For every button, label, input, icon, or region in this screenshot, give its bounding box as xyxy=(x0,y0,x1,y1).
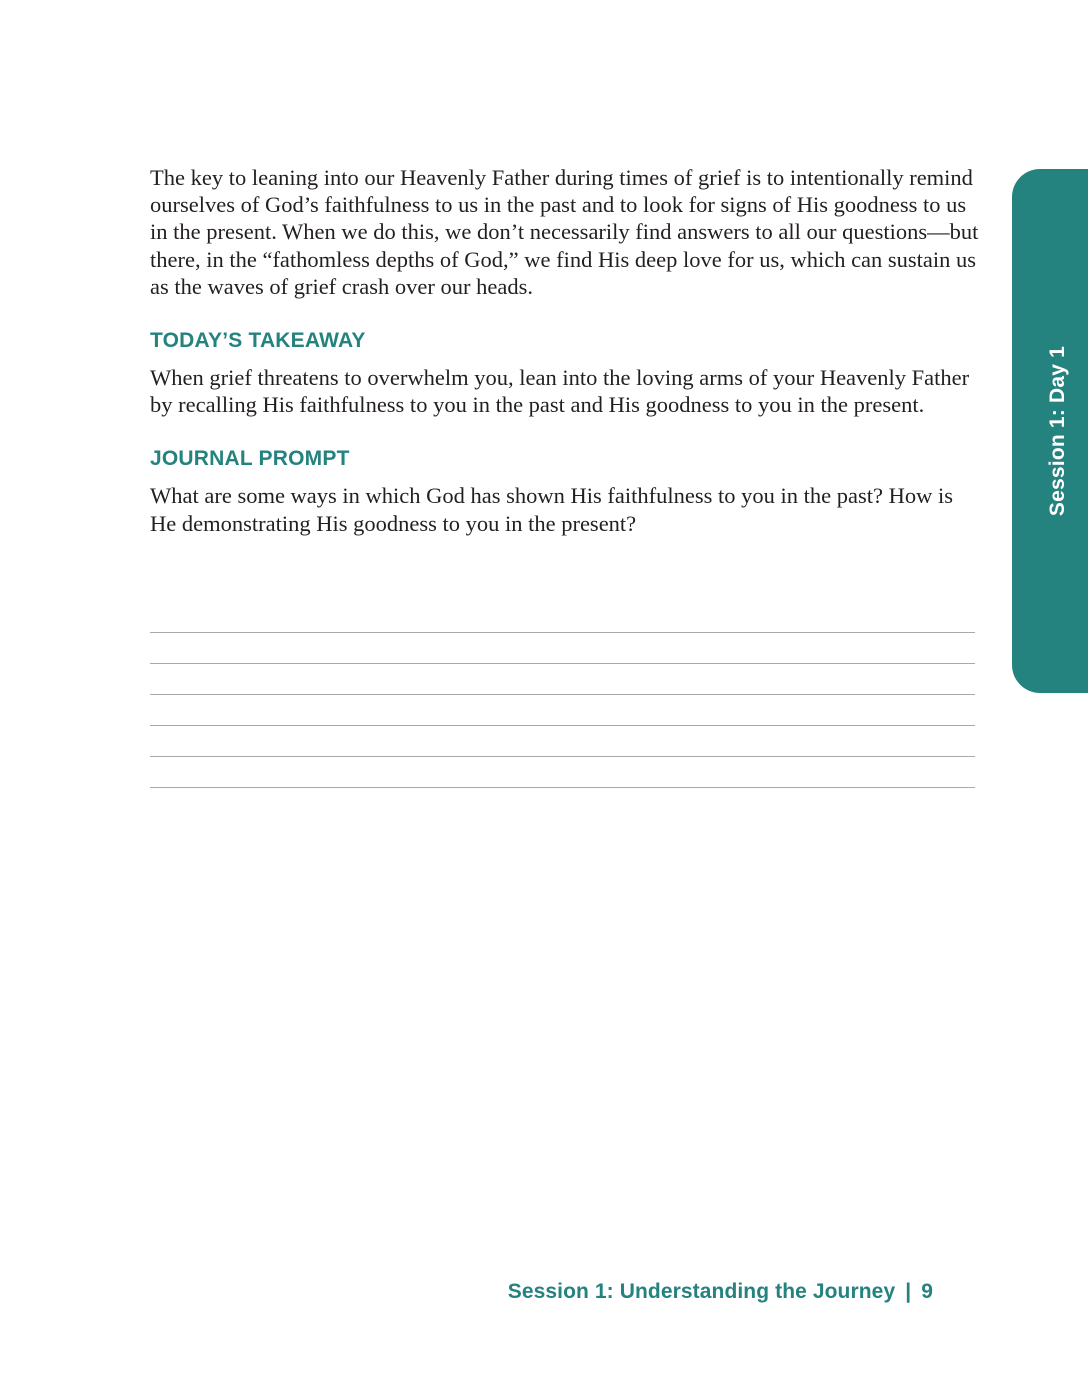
footer-separator: | xyxy=(905,1280,912,1303)
footer-session-title: Session 1: Understanding the Journey xyxy=(507,1280,896,1303)
journal-writing-lines[interactable] xyxy=(150,632,975,788)
journal-line[interactable] xyxy=(150,694,975,725)
intro-paragraph: The key to leaning into our Heavenly Father during times of grief is to intentionally remind ourselves of God’s faithfulness to us in the past and to look for signs of His goodness to us in the present. When we do this, we don’t necessarily find answers to all our questions—but there, in the “fathomless depths of God,” we find His deep love for us, which can sustain us as the waves of grief crash over our heads. xyxy=(150,165,979,299)
journal-line[interactable] xyxy=(150,787,975,788)
side-tab-label: Session 1: Day 1 xyxy=(1046,345,1069,517)
journal-line[interactable] xyxy=(150,756,975,787)
takeaway-text: When grief threatens to overwhelm you, lean into the loving arms of your Heavenly Father by recalling His faithfulness to you in the past and His goodness to you in the present. xyxy=(150,365,970,418)
journal-line[interactable] xyxy=(150,663,975,694)
page-footer xyxy=(508,1280,933,1304)
journal-prompt-heading: JOURNAL PROMPT xyxy=(150,447,350,471)
main-content xyxy=(150,164,980,537)
page-number: 9 xyxy=(921,1280,933,1303)
journal-prompt-text: What are some ways in which God has shown His faithfulness to you in the past? How is He demonstrating His goodness to you in the present? xyxy=(150,483,953,536)
journal-line[interactable] xyxy=(150,632,975,663)
journal-line[interactable] xyxy=(150,725,975,756)
takeaway-heading: TODAY’S TAKEAWAY xyxy=(150,329,366,353)
